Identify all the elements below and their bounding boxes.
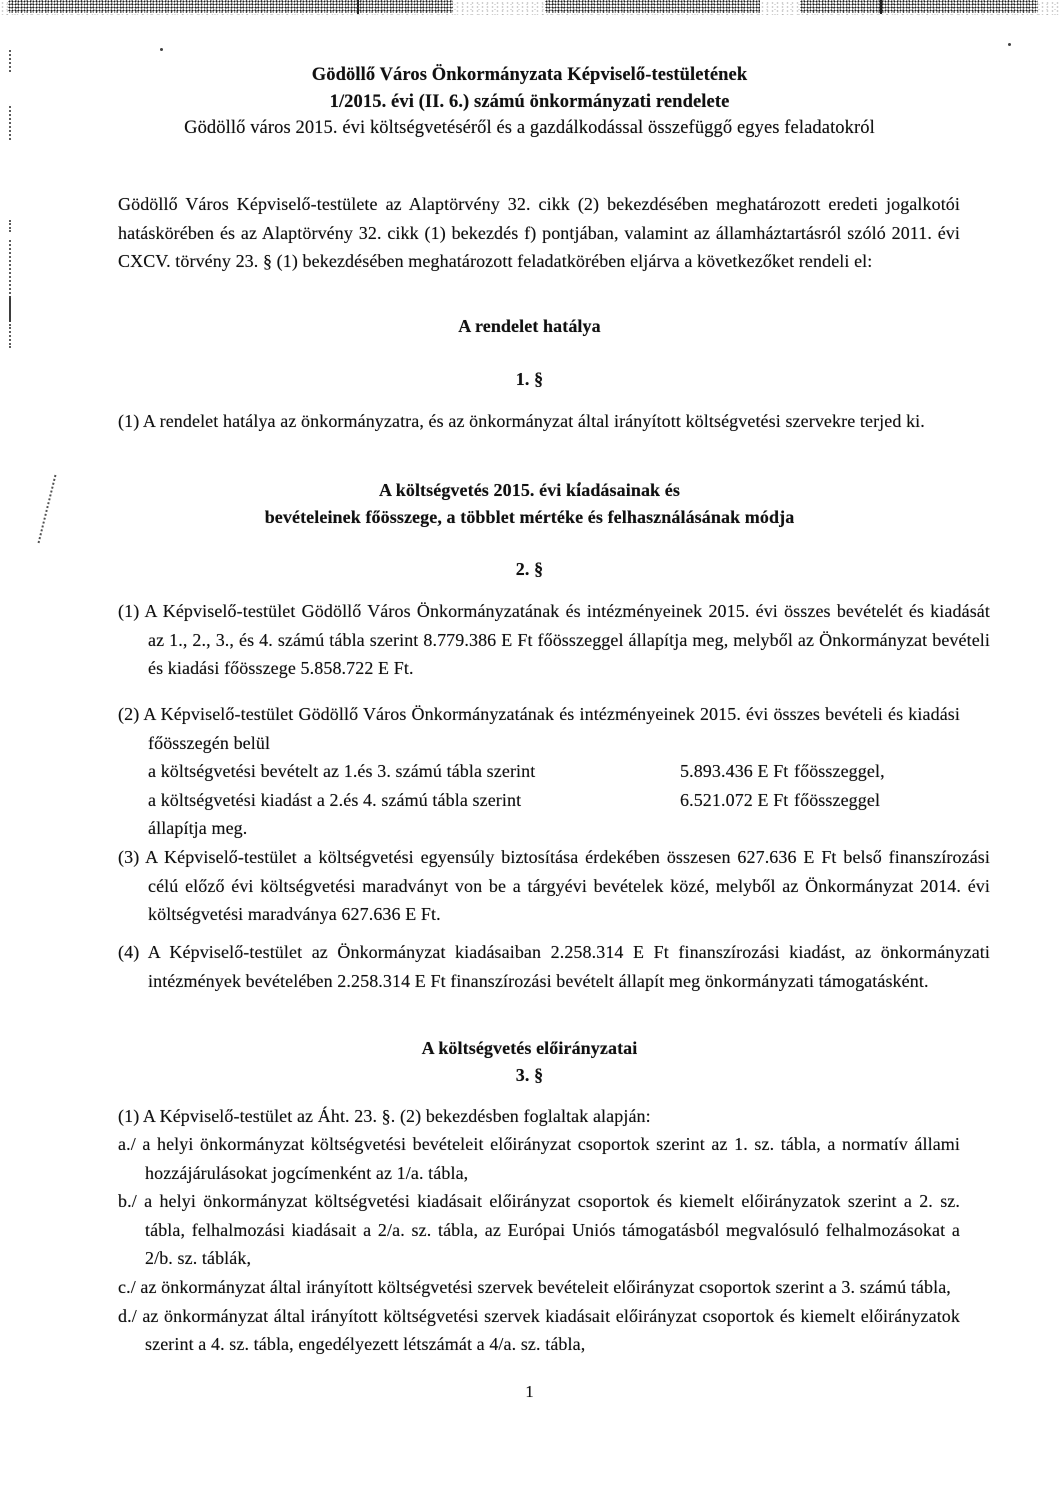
document-title [0, 62, 1059, 142]
section2-p1: (1) A Képviselő-testület Gödöllő Város Önkormányzatának és intézményeinek 2015. évi összes bevételét és kiadását az 1., 2., 3., és 4. számú tábla szerint 8.779.386 E Ft főösszeggel állapítja meg, melyből az Önkormányzat bevételi és kiadási főösszege 5.858.722 E Ft. [118, 601, 990, 679]
budget-expense-row [118, 786, 960, 815]
section2-paragraph-mark: 2. § [515, 559, 544, 579]
budget-revenue-suffix: főösszeggel, [794, 761, 885, 782]
scan-noise-patch [800, 0, 1038, 13]
section2-p2-close: állapítja meg. [148, 818, 248, 839]
section1-paragraph-mark: 1. § [515, 369, 544, 389]
section3-heading-line: A költségvetés előirányzatai [421, 1038, 638, 1058]
section2-heading-line1: A költségvetés 2015. évi kiadásainak és [379, 480, 680, 500]
list-item-b: b./ a helyi önkormányzat költségvetési kiadásait előirányzat csoportok és kiemelt előirányzatok szerint a 2. sz. tábla, felhalmozási kiadásait a 2/a. sz. tábla, az Európai Uniós támogatásból megvalósuló felhalmozásokat a 2/b. sz. táblák, [118, 1191, 960, 1269]
scan-noise-patch [545, 0, 760, 13]
section2-p2-intro: (2) A Képviselő-testület Gödöllő Város Önkormányzatának és intézményeinek 2015. évi összes bevételi és kiadási főösszegén belül [118, 704, 960, 753]
scan-artifact-dash [9, 220, 11, 232]
section2-p4: (4) A Képviselő-testület az Önkormányzat kiadásaiban 2.258.314 E Ft finanszírozási kiadást, az önkormányzati intézmények bevételében 2.258.314 E Ft finanszírozási bevételt állapít meg önkormányzati támogatásként. [118, 942, 990, 991]
preamble-paragraph: Gödöllő Város Képviselő-testülete az Alaptörvény 32. cikk (2) bekezdésében meghatározott eredeti jogalkotói hatáskörében és az Alaptörvény 32. cikk (1) bekezdés f) pontjában, valamint az államháztartásról szóló 2011. évi CXCV. törvény 23. § (1) bekezdésében meghatározott feladatkörében eljárva a következőket rendeli el: [118, 194, 960, 272]
budget-revenue-label: a költségvetési bevételt az 1.és 3. számú tábla szerint [148, 761, 536, 782]
budget-revenue-row [118, 757, 960, 786]
section1-p1: (1) A rendelet hatálya az önkormányzatra, és az önkormányzat által irányított költségvetési szervekre terjed ki. [118, 411, 925, 431]
scan-noise-tick [357, 0, 359, 14]
budget-expense-suffix: főösszeggel [794, 789, 881, 810]
budget-expense-label: a költségvetési kiadást a 2.és 4. számú tábla szerint [148, 789, 522, 810]
section2-p2 [118, 700, 960, 843]
list-item-a: a./ a helyi önkormányzat költségvetési bevételeit előirányzat csoportok szerint az 1. sz. tábla, a normatív állami hozzájárulásokat jogcímenként az 1/a. tábla, [118, 1134, 960, 1183]
section1-heading: A rendelet hatálya [458, 316, 601, 336]
section3-heading [0, 1035, 1059, 1088]
budget-revenue-amount: 5.893.436 E Ft [680, 761, 789, 782]
section3-paragraph-mark: 3. § [515, 1064, 544, 1085]
section2-heading-line2: bevételeinek főösszege, a többlet mértéke és felhasználásának módja [264, 506, 795, 527]
title-line-2: 1/2015. évi (II. 6.) számú önkormányzati rendelete [329, 91, 730, 112]
list-item-c: c./ az önkormányzat által irányított költségvetési szervek bevételeit előirányzat csoportok szerint a 3. számú tábla, [118, 1276, 951, 1297]
scan-noise-patch [8, 0, 453, 13]
list-item-d: d./ az önkormányzat által irányított költségvetési szervek kiadásait előirányzat csoportok és kiemelt előirányzatok szerint a 4. sz. tábla, engedélyezett létszámát a 4/a. sz. tábla, [118, 1305, 960, 1355]
section3-p1-intro: (1) A Képviselő-testület az Áht. 23. §. (2) bekezdésben foglaltak alapján: [118, 1106, 651, 1126]
scan-artifact-speck [160, 48, 163, 51]
title-line-1: Gödöllő Város Önkormányzata Képviselő-testületének [311, 65, 748, 85]
section2-p3: (3) A Képviselő-testület a költségvetési egyensúly biztosítása érdekében összesen 627.636 E Ft belső finanszírozási célú előző évi költségvetési maradványt von be a tárgyévi bevételek közé, melyből az Önkormányzat 2014. évi költségvetési maradványa 627.636 E Ft. [118, 847, 990, 925]
page-number: 1 [525, 1382, 534, 1401]
scan-artifact-dash [9, 240, 11, 294]
title-line-3: Gödöllő város 2015. évi költségvetéséről és a gazdálkodással összefüggő egyes feladatokról [184, 118, 875, 138]
section2-heading [0, 477, 1059, 530]
scan-noise-tick [880, 0, 882, 14]
budget-expense-amount: 6.521.072 E Ft [680, 789, 789, 810]
scan-artifact-speck [1008, 43, 1011, 46]
section3-item-list [118, 1130, 960, 1359]
